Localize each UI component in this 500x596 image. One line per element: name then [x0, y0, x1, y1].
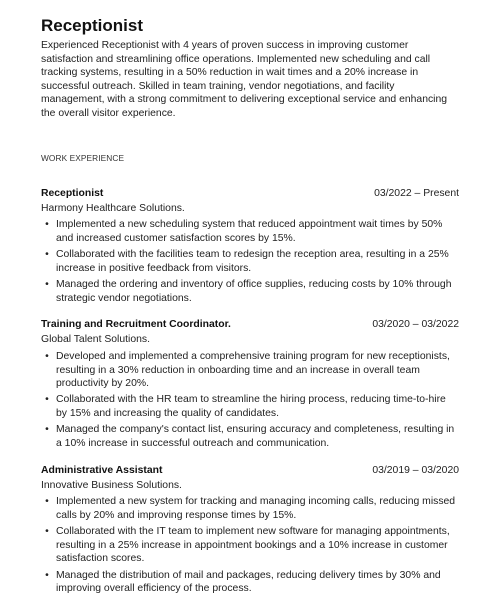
job-bullet-text: Collaborated with the HR team to streamline the hiring process, reducing time-to-hire by 15% and increasing the quality of candidates. [56, 394, 446, 420]
job-dates: 03/2022 – Present [374, 187, 459, 199]
company-name: Global Talent Solutions. [41, 334, 150, 346]
bullet-icon: • [45, 249, 49, 261]
job-bullet [41, 393, 459, 420]
job-header [41, 187, 459, 200]
job-bullet [41, 495, 459, 522]
job-bullet [41, 218, 459, 245]
bullet-icon: • [45, 424, 49, 436]
job-bullet [41, 278, 459, 305]
job-bullet-text: Collaborated with the facilities team to redesign the reception area, resulting in a 25% increase in positive feedback from visitors. [56, 249, 449, 274]
job-bullet [41, 569, 459, 596]
job-bullet [41, 525, 459, 566]
job-title: Receptionist [41, 187, 104, 199]
job-bullet-text: Managed the company's contact list, ensuring accuracy and completeness, resulting in a 10% increase in successful outreach and communication. [56, 424, 455, 450]
job-entry [41, 464, 459, 596]
bullet-icon: • [45, 526, 49, 538]
bullet-icon: • [45, 569, 49, 581]
company-name: Innovative Business Solutions. [41, 479, 182, 491]
job-entry [41, 318, 459, 450]
job-bullet-text: Managed the distribution of mail and packages, reducing delivery times by 30% and improving overall efficiency of the process. [56, 569, 441, 595]
job-bullet-text: Implemented a new scheduling system that reduced appointment wait times by 50% and increased customer satisfaction scores by 15%. [56, 219, 443, 244]
job-bullet-text: Managed the ordering and inventory of office supplies, reducing costs by 10% through strategic vendor negotiations. [56, 279, 452, 304]
job-bullet [41, 248, 459, 275]
job-header [41, 318, 459, 331]
job-title: Administrative Assistant [41, 464, 163, 476]
professional-summary: Experienced Receptionist with 4 years of proven success in improving customer satisfaction and streamlining office operations. Implemented new scheduling and call tracking systems, resulting in a 50% reduction in wait times and a 20% increase in successful outreach. Skilled in team training, vendor negotiations, and facility management, with a strong commitment to delivering exceptional service and enhancing the overall visitor experience. [41, 40, 448, 119]
bullet-icon: • [45, 496, 49, 508]
job-bullet-text: Collaborated with the IT team to implement new software for managing appointments, resulting in a 25% increase in appointment bookings and a 10% increase in customer satisfaction scores. [56, 526, 450, 565]
company-name: Harmony Healthcare Solutions. [41, 202, 185, 214]
job-bullet-text: Implemented a new system for tracking and managing incoming calls, reducing missed calls by 20% and improving response times by 15%. [56, 496, 456, 521]
job-entry [41, 187, 459, 306]
job-dates: 03/2019 – 03/2020 [372, 464, 459, 476]
bullet-icon: • [45, 279, 49, 291]
job-dates: 03/2020 – 03/2022 [372, 319, 459, 331]
job-bullet [41, 423, 459, 450]
job-bullet [41, 350, 459, 391]
job-bullet-list [41, 495, 459, 596]
bullet-icon: • [45, 350, 49, 362]
section-heading-work-experience: WORK EXPERIENCE [41, 152, 125, 163]
job-title: Training and Recruitment Coordinator. [41, 319, 231, 331]
bullet-icon: • [45, 219, 49, 231]
job-bullet-list [41, 350, 459, 451]
bullet-icon: • [45, 394, 49, 406]
resume-title: Receptionist [41, 16, 144, 35]
job-bullet-list [41, 218, 459, 305]
job-header [41, 464, 459, 477]
job-bullet-text: Developed and implemented a comprehensive training program for new receptionists, resulting in a 30% reduction in onboarding time and an increase in overall team productivity by 20%. [56, 350, 450, 390]
